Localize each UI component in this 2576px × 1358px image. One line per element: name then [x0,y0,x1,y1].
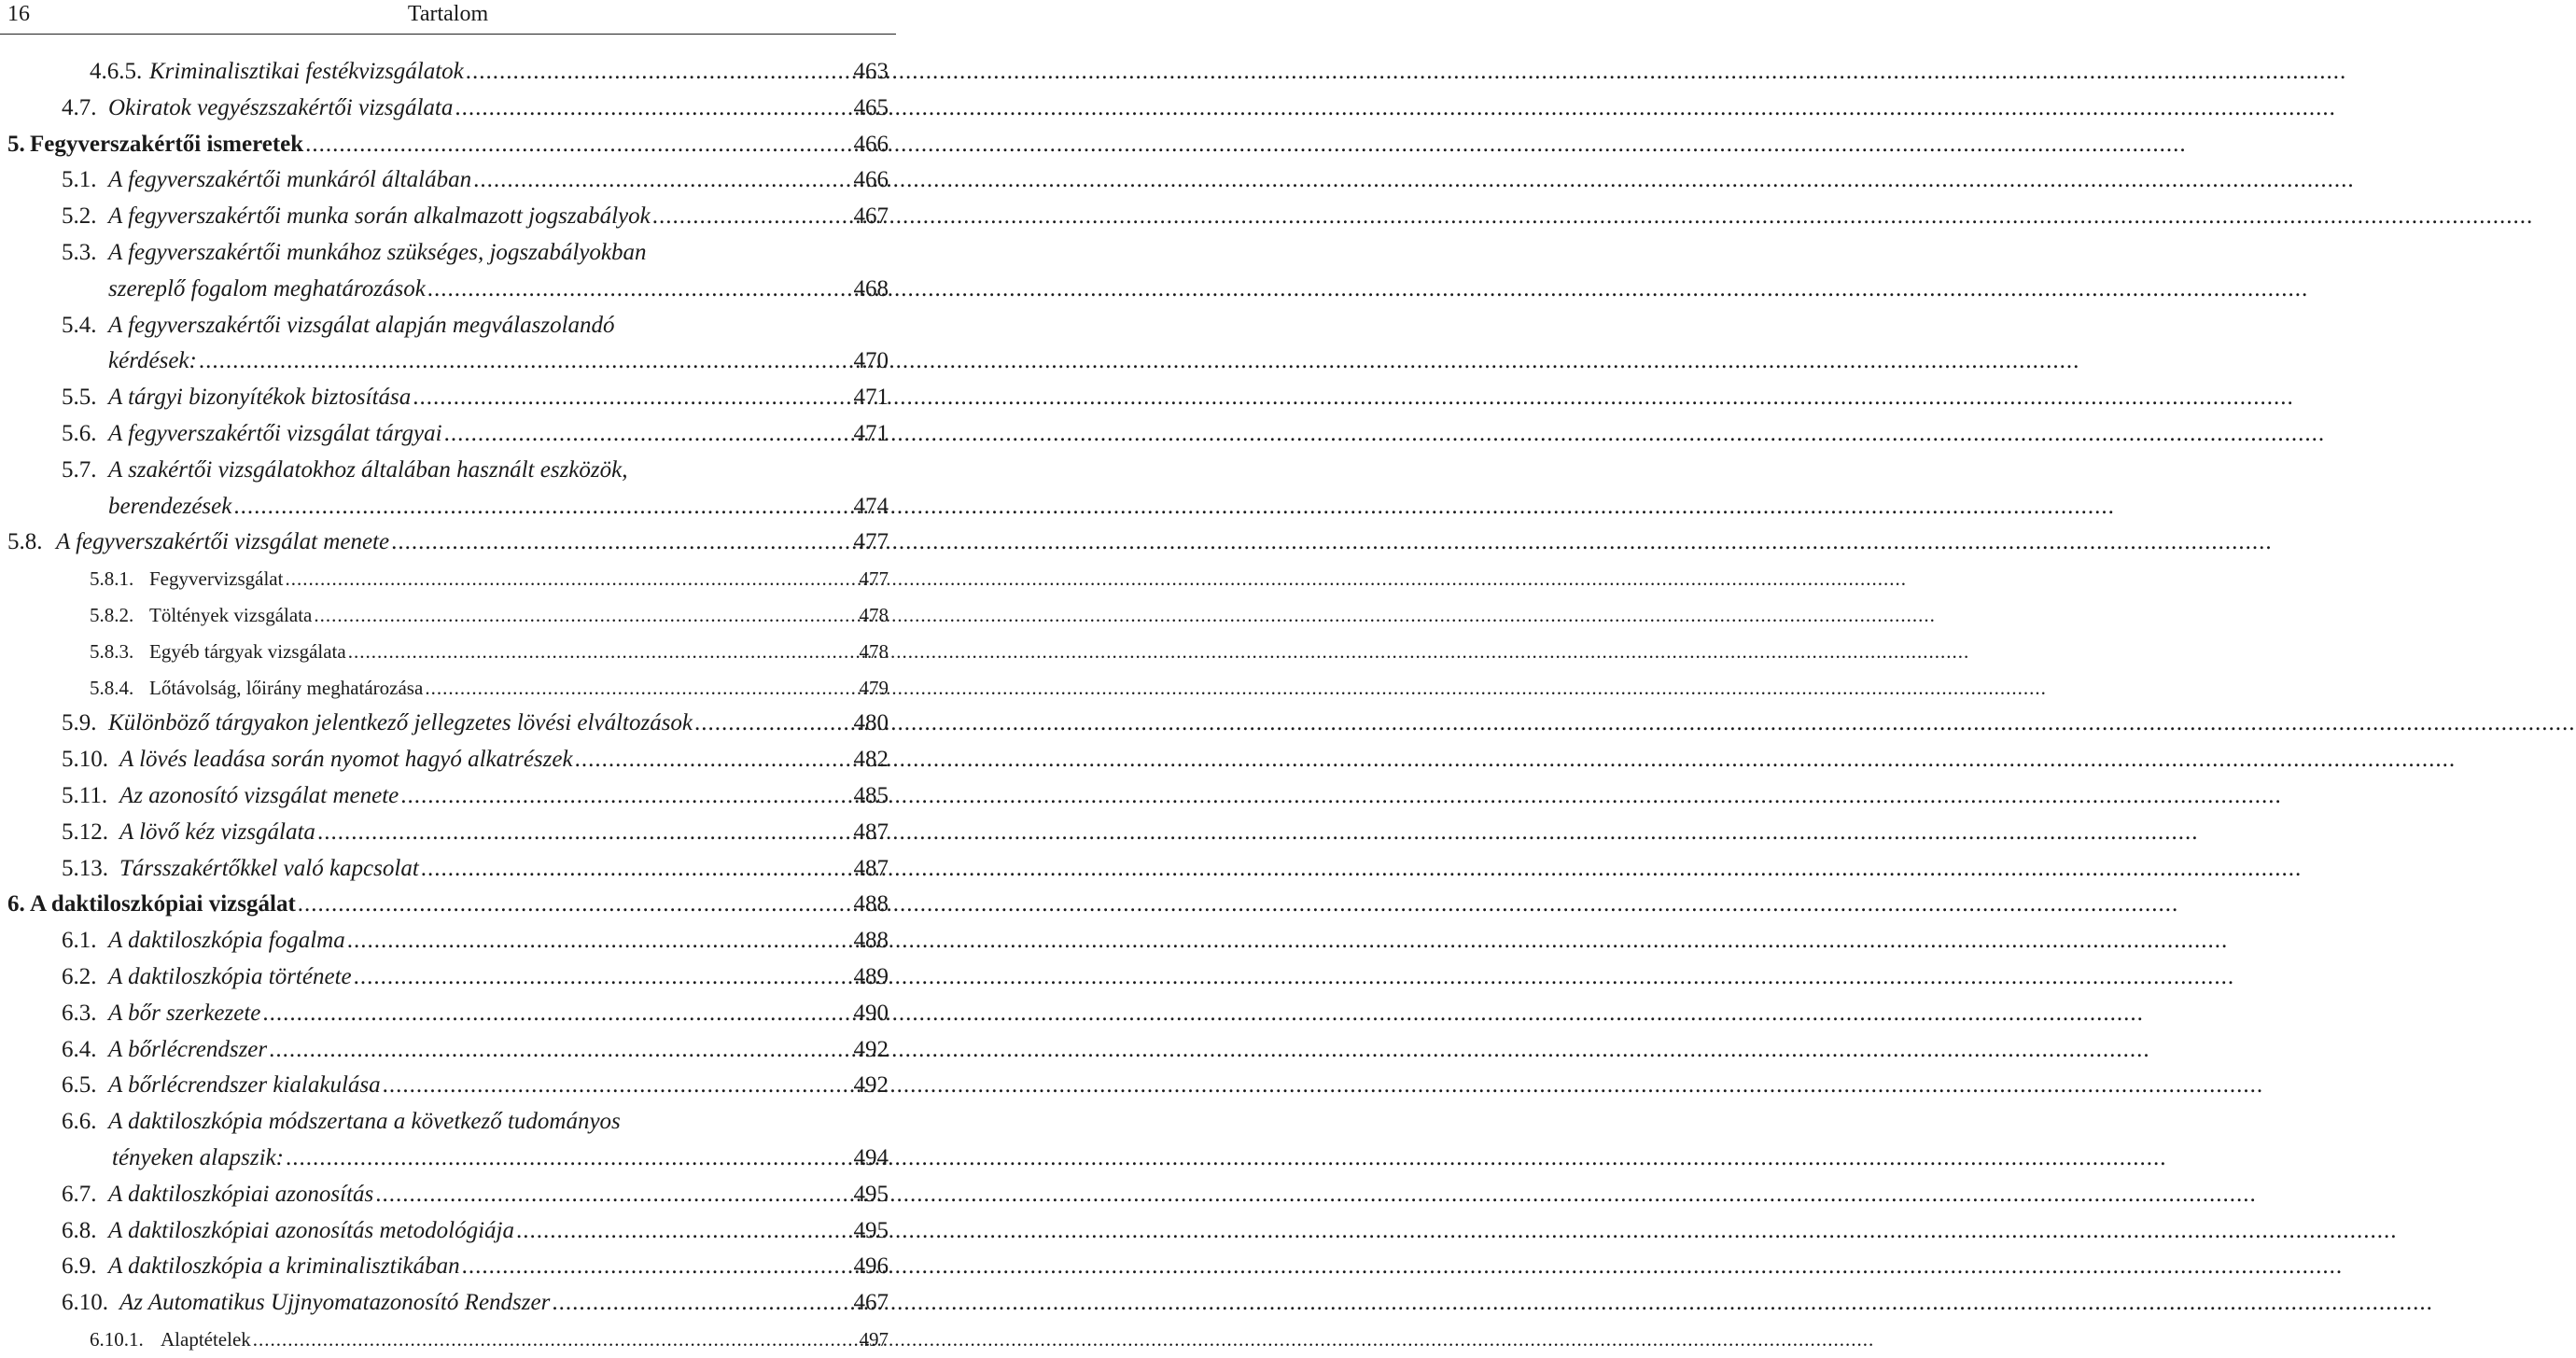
leader-dots [347,923,852,959]
toc-entry-title: A daktiloszkópiai azonosítás metodológiája [108,1217,514,1243]
toc-entry-page: 487 [853,855,889,881]
toc-entry-page: 490 [853,1000,889,1026]
toc-entry[interactable] [0,91,896,127]
leader-dots [305,127,851,163]
toc-entry[interactable] [0,778,896,815]
leader-dots [444,416,852,453]
toc-entry[interactable] [0,235,896,272]
leader-dots [455,91,851,127]
toc-entry[interactable] [0,1177,896,1213]
toc-entry-title: Kriminalisztikai festékvizsgálatok [149,59,464,84]
toc-entry-number: 5.4. [62,312,97,338]
toc-entry-page: 463 [853,59,889,84]
toc-entry[interactable] [0,1249,896,1285]
toc-entry-page: 487 [853,819,889,845]
leader-dots [233,489,851,525]
toc-entry-number: 5.11. [62,782,108,808]
toc-entry-page: 479 [859,676,889,699]
toc-entry-number: 4.6.5. [90,59,143,84]
toc-entry-title: A fegyverszakértői munka során alkalmazott jogszabályok [108,203,651,230]
toc-entry-title: A fegyverszakértői munkáról általában [108,167,472,193]
toc-entry-number: 5.2. [62,203,97,230]
toc-entry-number: 6.2. [62,963,97,989]
toc-entry-title: Társszakértőkkel való kapcsolat [119,855,419,881]
toc-entry-number: 6.8. [62,1217,97,1243]
toc-entry-number: 5.10. [62,747,108,773]
toc-entry-page: 495 [853,1181,889,1207]
toc-entry[interactable] [0,380,896,416]
toc-entry[interactable] [0,308,896,344]
toc-page [0,0,896,1356]
toc-entry-page: 495 [853,1217,889,1243]
leader-dots [425,670,857,707]
leader-dots [421,851,852,888]
toc-entry-title: A lövő kéz vizsgálata [119,819,315,845]
toc-entry[interactable] [0,54,896,91]
toc-entry[interactable] [0,416,896,453]
toc-entry-number: 6.6. [62,1109,97,1135]
toc-entry-page: 489 [853,963,889,989]
leader-dots [400,778,851,815]
leader-dots [298,887,852,923]
toc-entry-number: 5.13. [62,855,108,881]
toc-entry[interactable] [0,453,896,489]
leader-dots [462,1249,852,1285]
toc-entry-number: 5.8.1. [90,567,134,591]
toc-entry-title: Egyéb tárgyak vizsgálata [149,639,346,663]
toc-entry-page: 492 [853,1072,889,1099]
toc-entry-page: 468 [853,275,889,301]
toc-entry-page: 471 [853,385,889,411]
toc-entry[interactable] [0,525,896,561]
toc-entry[interactable] [0,1285,896,1322]
toc-entry-title: kérdések: [108,348,197,374]
toc-entry-number: 6.5. [62,1072,97,1099]
toc-entry-number: 6.10. [62,1290,108,1316]
toc-entry-page: 477 [859,567,889,591]
leader-dots [694,706,851,742]
page-number: 16 [7,2,30,26]
toc-entry[interactable] [0,272,896,308]
toc-entry[interactable] [0,1104,896,1141]
toc-entry-title: A daktiloszkópia története [108,963,352,989]
toc-entry[interactable] [0,561,896,597]
toc-entry-page: 470 [853,348,889,374]
toc-entry-page: 488 [853,891,889,917]
toc-entry[interactable] [0,1322,896,1358]
toc-entry-title: A bőrlécrendszer kialakulása [108,1072,381,1099]
header-title: Tartalom [407,2,489,26]
toc-entry[interactable] [0,1213,896,1250]
toc-entry-title: Okiratok vegyészszakértői vizsgálata [108,94,454,120]
toc-entry-page: 496 [853,1253,889,1280]
toc-entry-title: A fegyverszakértői vizsgálat tárgyai [108,420,442,446]
toc-entry-page: 465 [853,94,889,120]
leader-dots [383,1068,852,1104]
toc-entry-title: tényeken alapszik: [112,1144,284,1170]
leader-dots [375,1177,851,1213]
toc-entry-title: Különböző tárgyakon jelentkező jellegzetes lövési elváltozások [108,710,693,736]
leader-dots [466,54,852,91]
toc-entry[interactable] [0,634,896,670]
toc-entry-number: 6.9. [62,1253,97,1280]
toc-entry-number: 5.1. [62,167,97,193]
toc-entry-page: 474 [853,493,889,519]
toc-entry-page: 494 [853,1144,889,1170]
toc-entry-page: 478 [859,639,889,663]
toc-entry[interactable] [0,742,896,778]
toc-entry-title: Az azonosító vizsgálat menete [119,782,399,808]
toc-entry-title: A daktiloszkópiai azonosítás [108,1181,374,1207]
toc-entry-number: 5.3. [62,239,97,265]
toc-entry-page: 480 [853,710,889,736]
toc-entry-page: 478 [859,603,889,626]
toc-entry-number: 5.8. [7,529,43,555]
toc-entry-number: 6.3. [62,1000,97,1026]
toc-entry-title: A bőrlécrendszer [108,1036,268,1062]
leader-dots [652,199,852,235]
leader-dots [314,597,857,634]
toc-entry-page: 485 [853,782,889,808]
toc-entry-title: Fegyverszakértői ismeretek [30,131,304,157]
toc-entry-number: 6.4. [62,1036,97,1062]
leader-dots [427,272,852,308]
toc-entry[interactable] [0,162,896,199]
toc-entry-number: 5.8.4. [90,676,134,699]
toc-entry[interactable] [0,706,896,742]
toc-entry-title: szereplő fogalom meghatározások [108,275,426,301]
toc-entry[interactable] [0,1141,896,1177]
toc-entry-number: 5.9. [62,710,97,736]
leader-dots [354,959,852,996]
toc-entry-title: A tárgyi bizonyítékok biztosítása [108,385,412,411]
toc-entry-title: A bőr szerkezete [108,1000,261,1026]
leader-dots [413,380,851,416]
toc-entry-number: 5.12. [62,819,108,845]
toc-entry[interactable] [0,851,896,888]
toc-entry-title: A fegyverszakértői vizsgálat menete [56,529,390,555]
toc-entry[interactable] [0,923,896,959]
table-of-contents [0,54,896,1358]
toc-entry-page: 492 [853,1036,889,1062]
toc-entry-title: Alaptételek [161,1327,251,1351]
leader-dots [286,1141,852,1177]
toc-entry-number: 5.5. [62,385,97,411]
leader-dots [552,1285,851,1322]
leader-dots [575,742,852,778]
toc-entry-number: 4.7. [62,94,97,120]
toc-entry-number: 5.7. [62,456,97,483]
toc-entry-title: berendezések [108,493,232,519]
toc-entry-title: A daktiloszkópiai vizsgálat [30,891,296,917]
toc-entry-number: 5.8.3. [90,639,134,663]
toc-entry-title: Lőtávolság, lőirány meghatározása [149,676,424,699]
toc-entry-number: 5. [7,131,25,157]
leader-dots [516,1213,852,1250]
toc-entry-title: A daktiloszkópia fogalma [108,928,345,954]
toc-entry-title: A daktiloszkópia a kriminalisztikában [108,1253,460,1280]
toc-entry-page: 467 [853,1290,889,1316]
toc-entry-number: 5.8.2. [90,603,134,626]
toc-entry-title: Fegyvervizsgálat [149,567,284,591]
toc-entry[interactable] [0,1032,896,1069]
toc-entry-title: Az Automatikus Ujjnyomatazonosító Rendszer [119,1290,551,1316]
toc-entry[interactable] [0,489,896,525]
leader-dots [391,525,851,561]
toc-entry-title: A lövés leadása során nyomot hagyó alkatrészek [119,747,573,773]
toc-entry[interactable] [0,199,896,235]
toc-entry-number: 6. [7,891,25,917]
toc-entry[interactable] [0,343,896,380]
toc-entry[interactable] [0,996,896,1032]
toc-entry-page: 466 [853,131,889,157]
toc-entry-title: A szakértői vizsgálatokhoz általában használt eszközök, [108,456,628,483]
leader-dots [285,561,857,597]
toc-entry-title: A fegyverszakértői vizsgálat alapján megválaszolandó [108,312,615,338]
toc-entry-number: 6.1. [62,928,97,954]
toc-entry[interactable] [0,1068,896,1104]
toc-entry-title: Töltények vizsgálata [149,603,313,626]
toc-entry-number: 6.10.1. [90,1327,144,1351]
toc-entry[interactable] [0,959,896,996]
toc-entry[interactable] [0,670,896,707]
toc-entry-page: 466 [853,167,889,193]
toc-entry-title: A fegyverszakértői munkához szükséges, jogszabályokban [108,239,647,265]
toc-entry-page: 471 [853,420,889,446]
toc-entry[interactable] [0,127,896,163]
toc-entry-number: 5.6. [62,420,97,446]
leader-dots [253,1322,858,1358]
toc-entry[interactable] [0,815,896,851]
toc-entry-page: 477 [853,529,889,555]
toc-entry-page: 488 [853,928,889,954]
toc-entry-page: 467 [853,203,889,230]
leader-dots [269,1032,851,1069]
leader-dots [262,996,851,1032]
leader-dots [199,343,852,380]
page-header [0,0,896,35]
toc-entry-page: 482 [853,747,889,773]
leader-dots [317,815,852,851]
toc-entry[interactable] [0,887,896,923]
toc-entry-title: A daktiloszkópia módszertana a következő tudományos [108,1109,621,1135]
toc-entry-page: 497 [859,1327,889,1351]
leader-dots [473,162,851,199]
toc-entry[interactable] [0,597,896,634]
leader-dots [348,634,858,670]
toc-entry-number: 6.7. [62,1181,97,1207]
